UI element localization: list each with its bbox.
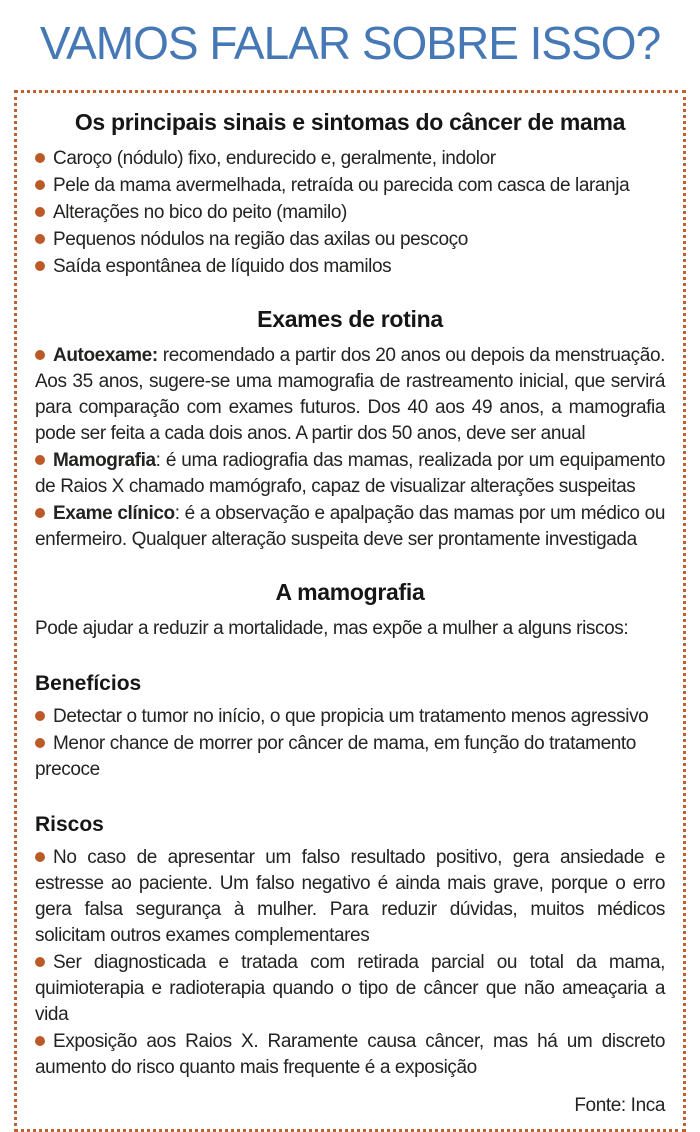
list-item-text: Caroço (nódulo) fixo, endurecido e, geralmente, indolor [53,148,496,169]
list-item [35,200,665,226]
bullet-icon [35,207,45,217]
bullet-icon [35,1036,45,1046]
list-item-text: : é uma radiografia das mamas, realizada por um equipamento de Raios X chamado mamógrafo, capaz de visualizar alterações suspeitas [35,450,665,497]
list-item-text: : é a observação e apalpação das mamas por um médico ou enfermeiro. Qualquer alteração suspeita deve ser prontamente investigada [35,503,666,550]
bullet-icon [35,261,45,271]
bullet-icon [35,508,45,518]
list-item-text: Detectar o tumor no início, o que propicia um tratamento menos agressivo [53,706,649,727]
list-item-text: Ser diagnosticada e tratada com retirada parcial ou total da mama, quimioterapia e radioterapia quando o tipo de câncer que não ameaçaria a vida [35,952,665,1025]
subheading-beneficios: Benefícios [35,672,142,695]
list-item-lead: Exame clínico [53,503,175,524]
list-item [35,731,665,783]
info-panel [14,90,686,1132]
bullet-icon [35,234,45,244]
section-heading-exames: Exames de rotina [257,306,443,332]
bullet-icon [35,738,45,748]
list-item [35,448,665,500]
section-heading-sinais: Os principais sinais e sintomas do câncer de mama [74,109,626,135]
list-item-text: Exposição aos Raios X. Raramente causa câncer, mas há um discreto aumento do risco quanto mais frequente é a exposição [35,1031,665,1078]
page-title: VAMOS FALAR SOBRE ISSO? [39,17,661,69]
list-item-text: recomendado a partir dos 20 anos ou depois da menstruação. Aos 35 anos, sugere-se uma mamografia de rastreamento inicial, que servirá para comparação com exames futuros. Dos 40 aos 49 anos, a mamografia pode ser feita a cada dois anos. A partir dos 50 anos, deve ser anual [35,345,665,444]
list-item [35,254,665,280]
section-heading-mamografia: A mamografia [275,579,425,605]
list-item-text: Pele da mama avermelhada, retraída ou parecida com casca de laranja [53,175,630,196]
list-item-text: Menor chance de morrer por câncer de mama, em função do tratamento precoce [35,733,636,780]
list-item [35,950,665,1028]
source-credit: Fonte: Inca [574,1095,665,1116]
bullet-icon [35,153,45,163]
bullet-icon [35,180,45,190]
list-item-text: No caso de apresentar um falso resultado positivo, gera ansiedade e estresse ao paciente. Um falso negativo é ainda mais grave, porque o erro gera falsa segurança à mulher. Para reduzir dúvidas, muitos médicos solicitam outros exames complementares [35,847,665,946]
list-item [35,704,665,730]
mamografia-intro: Pode ajudar a reduzir a mortalidade, mas expõe a mulher a alguns riscos: [35,618,629,639]
bullet-icon [35,350,45,360]
list-item [35,845,665,949]
list-item-text: Alterações no bico do peito (mamilo) [53,202,347,223]
list-item [35,146,665,172]
list-item-lead: Autoexame: [53,345,158,366]
list-item [35,501,665,553]
list-item [35,173,665,199]
bullet-icon [35,957,45,967]
list-item-text: Pequenos nódulos na região das axilas ou pescoço [53,229,468,250]
bullet-icon [35,711,45,721]
list-item [35,1029,665,1081]
list-item-lead: Mamografia [53,450,156,471]
subheading-riscos: Riscos [35,813,104,836]
bullet-icon [35,455,45,465]
list-item-text: Saída espontânea de líquido dos mamilos [53,256,392,277]
list-item [35,343,665,447]
list-item [35,227,665,253]
bullet-icon [35,852,45,862]
